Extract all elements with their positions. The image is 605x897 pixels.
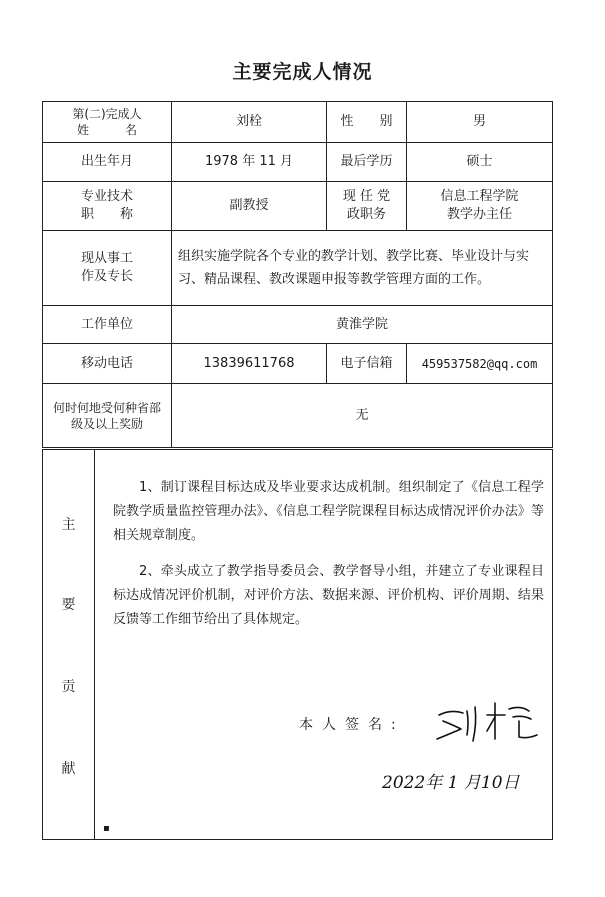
gender-label: 性 别	[327, 102, 407, 143]
row-work	[43, 231, 553, 306]
contribution-char-1: 主	[61, 517, 76, 533]
info-table	[42, 101, 553, 448]
birth-value: 1978 年 11 月	[172, 143, 327, 182]
contribution-paragraph-1: 1、制订课程目标达成及毕业要求达成机制。组织制定了《信息工程学院教学质量监控管理办法》、《信息工程学院课程目标达成情况评价办法》等相关规章制度。	[113, 480, 544, 543]
row-contribution	[43, 450, 553, 840]
email-label: 电子信箱	[327, 344, 407, 384]
education-label: 最后学历	[327, 143, 407, 182]
row-unit	[43, 306, 553, 344]
position-label: 现 任 党 政职务	[327, 182, 407, 231]
signature	[433, 695, 543, 745]
contribution-char-3: 贡	[61, 679, 76, 695]
awards-label: 何时何地受何种省部级及以上奖励	[43, 384, 172, 448]
row-awards	[43, 384, 553, 448]
title-rank-label: 专业技术 职 称	[43, 182, 172, 231]
row-name	[43, 102, 553, 143]
unit-label: 工作单位	[43, 306, 172, 344]
row-contact	[43, 344, 553, 384]
title-rank-value: 副教授	[172, 182, 327, 231]
page-title: 主要完成人情况	[232, 61, 373, 83]
work-label: 现从事工 作及专长	[43, 231, 172, 306]
row-title-position	[43, 182, 553, 231]
row-birth	[43, 143, 553, 182]
corner-mark: ▪	[103, 823, 110, 834]
contribution-body	[95, 450, 553, 840]
awards-value: 无	[172, 384, 553, 448]
contribution-char-4: 献	[61, 761, 76, 777]
contribution-label	[43, 450, 95, 840]
phone-value: 13839611768	[172, 344, 327, 384]
name-label: 第(二)完成人 姓 名	[43, 102, 172, 143]
work-value: 组织实施学院各个专业的教学计划、教学比赛、毕业设计与实习、精品课程、教改课题申报等教学管理方面的工作。	[172, 231, 553, 306]
phone-label: 移动电话	[43, 344, 172, 384]
name-value: 刘栓	[172, 102, 327, 143]
signature-label: 本人签名:	[299, 717, 405, 733]
position-value: 信息工程学院 教学办主任	[407, 182, 553, 231]
gender-value: 男	[407, 102, 553, 143]
education-value: 硕士	[407, 143, 553, 182]
signature-date	[380, 762, 540, 798]
birth-label: 出生年月	[43, 143, 172, 182]
unit-value: 黄淮学院	[172, 306, 553, 344]
contribution-table	[42, 449, 553, 840]
contribution-char-2: 要	[61, 597, 76, 613]
svg-text:2022年 1 月10日: 2022年 1 月10日	[382, 773, 520, 793]
contribution-paragraph-2: 2、牵头成立了教学指导委员会、教学督导小组，并建立了专业课程目标达成情况评价机制，对评价方法、数据来源、评价机构、评价周期、结果反馈等工作细节给出了具体规定。	[113, 564, 544, 627]
email-value: 459537582@qq.com	[407, 344, 553, 384]
